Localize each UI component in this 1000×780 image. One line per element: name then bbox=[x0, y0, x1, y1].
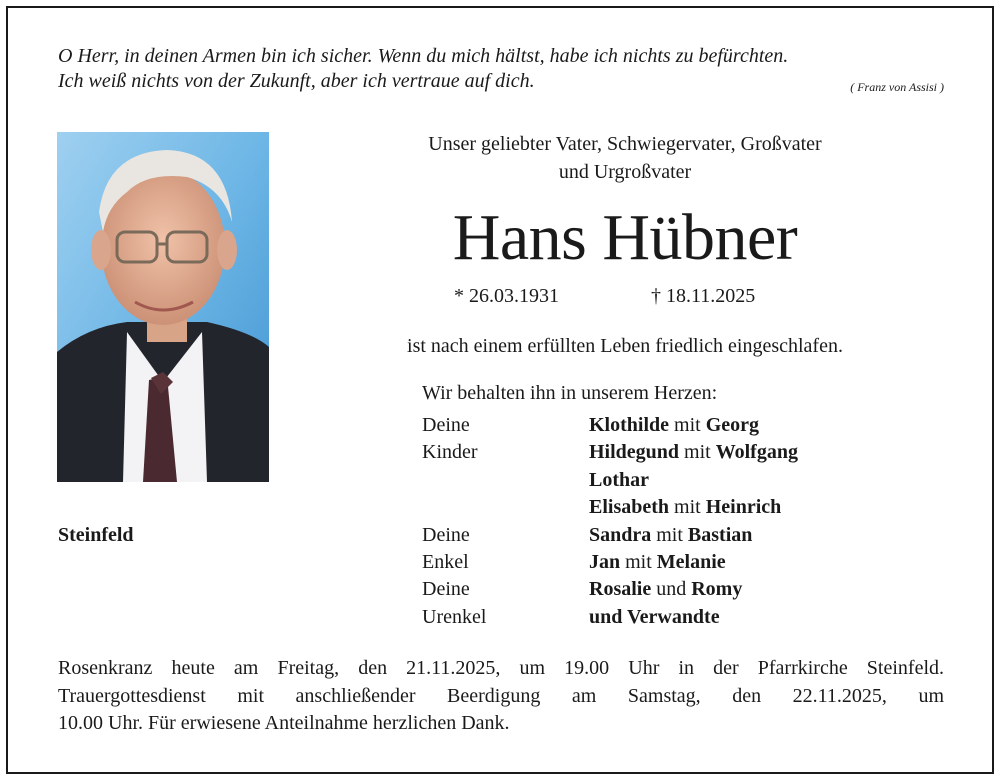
keep-in-heart-line: Wir behalten ihn in unserem Herzen: bbox=[422, 382, 718, 404]
connector-mit: mit bbox=[625, 550, 652, 573]
deceased-name: Hans Hübner bbox=[452, 201, 798, 274]
connector-und: und bbox=[656, 578, 687, 601]
birth-date: * 26.03.1931 bbox=[454, 285, 559, 307]
relatives-line: und Verwandte bbox=[589, 605, 720, 628]
connector-mit: mit bbox=[684, 441, 711, 464]
child-name: Klothilde bbox=[589, 414, 670, 436]
child-name: Hildegund bbox=[589, 441, 680, 464]
intro-line-1: Unser geliebter Vater, Schwiegervater, Großvater bbox=[428, 133, 822, 155]
grandchildren-label: Deine Enkel bbox=[422, 523, 470, 573]
portrait-photo bbox=[57, 132, 269, 482]
child-name: Elisabeth bbox=[589, 496, 670, 519]
quote-author: ( Franz von Assisi ) bbox=[850, 80, 944, 94]
footer-line-1: Rosenkranz heute am Freitag, den 21.11.2025, um 19.00 Uhr in der Pfarrkirche Steinfeld. bbox=[58, 657, 944, 679]
portrait-illustration bbox=[57, 132, 269, 482]
connector-mit: mit bbox=[674, 496, 701, 519]
family-names bbox=[589, 494, 781, 521]
footer-line-2: Trauergottesdienst mit anschließender Beerdigung am Samstag, den 22.11.2025, um bbox=[58, 684, 944, 707]
quote-line-2: Ich weiß nichts von der Zukunft, aber ich vertraue auf dich. bbox=[58, 70, 535, 92]
quote-block bbox=[58, 44, 946, 94]
family-names bbox=[589, 467, 649, 494]
partner-name: Wolfgang bbox=[715, 441, 798, 464]
family-names bbox=[589, 412, 759, 439]
family-names bbox=[589, 439, 798, 466]
footer-line-3: 10.00 Uhr. Für erwiesene Anteilnahme herzlichen Dank. bbox=[58, 712, 510, 734]
connector-mit: mit bbox=[656, 523, 683, 546]
partner-name: Bastian bbox=[687, 523, 753, 546]
intro-line-2: und Urgroßvater bbox=[558, 161, 692, 183]
family-names bbox=[589, 549, 726, 576]
grandchild-name: Jan bbox=[589, 550, 621, 573]
child-name: Lothar bbox=[589, 468, 649, 491]
grandchild-name: Sandra bbox=[589, 523, 652, 546]
greatgrandchild-name: Rosalie bbox=[589, 578, 652, 601]
connector-mit: mit bbox=[674, 414, 701, 436]
partner-name: Georg bbox=[705, 414, 759, 436]
greatgrandchildren-label: Deine Urenkel bbox=[422, 578, 487, 628]
partner-name: Heinrich bbox=[705, 496, 782, 519]
children-label: Deine Kinder bbox=[422, 414, 478, 464]
greatgrandchild-name: Romy bbox=[691, 578, 743, 601]
family-names bbox=[589, 522, 752, 549]
partner-name: Melanie bbox=[656, 550, 726, 573]
quote-line-1: O Herr, in deinen Armen bin ich sicher. Wenn du mich hältst, habe ich nichts zu befürchten. bbox=[58, 45, 789, 67]
intro-text bbox=[340, 130, 910, 186]
family-names bbox=[589, 576, 742, 603]
location-label: Steinfeld bbox=[58, 524, 134, 546]
service-info bbox=[58, 655, 944, 738]
death-statement: ist nach einem erfüllten Leben friedlich eingeschlafen. bbox=[407, 335, 843, 357]
death-date: † 18.11.2025 bbox=[651, 285, 756, 307]
